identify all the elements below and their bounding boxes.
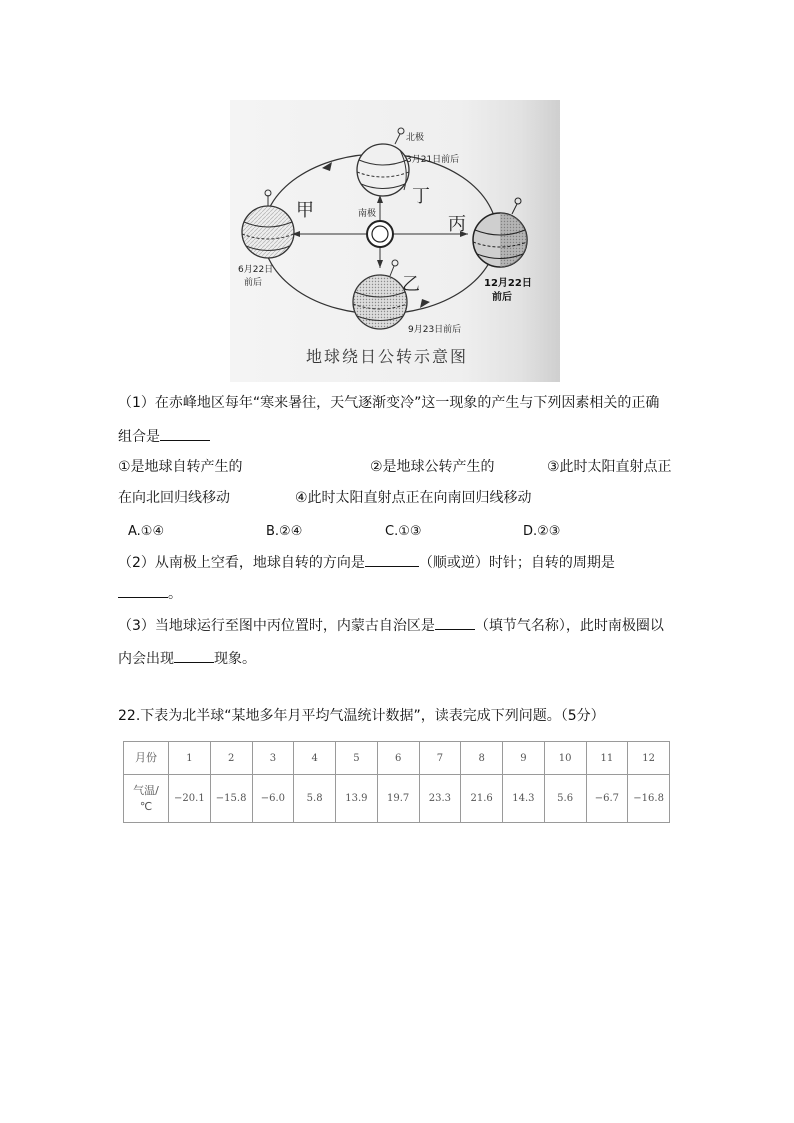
temperature-row-label-2: ℃: [139, 799, 153, 813]
earth-yi-icon: [353, 260, 407, 329]
factor-3: ③此时太阳直射点正: [547, 459, 672, 475]
q21-sub2-line1: [118, 552, 615, 572]
table-data-row: [124, 775, 670, 823]
factor-3-continued: 在向北回归线移动: [118, 490, 230, 506]
label-date-jun-2: 前后: [244, 278, 263, 288]
label-date-dec-1: 12月22日: [484, 278, 532, 289]
temp-cell: −16.8: [628, 775, 670, 823]
temperature-row-label: [124, 775, 169, 823]
earth-bing-icon: [473, 198, 527, 267]
answer-blank-3[interactable]: [118, 583, 168, 598]
month-cell: 1: [169, 742, 211, 775]
figure-caption: 地球绕日公转示意图: [306, 347, 469, 366]
temp-cell: −20.1: [169, 775, 211, 823]
temp-cell: 23.3: [419, 775, 461, 823]
q22-title: 22.下表为北半球“某地多年月平均气温统计数据”，读表完成下列问题。（5分）: [118, 708, 605, 724]
answer-blank-5[interactable]: [174, 648, 214, 663]
temp-cell: 21.6: [461, 775, 503, 823]
label-date-jun-1: 6月22日: [238, 265, 274, 275]
month-cell: 12: [628, 742, 670, 775]
earth-ding-icon: [357, 128, 409, 196]
table-header-row: [124, 742, 670, 775]
temperature-table: [123, 741, 670, 822]
earth-revolution-figure: [230, 100, 560, 382]
temp-cell: −6.0: [252, 775, 294, 823]
option-a[interactable]: A.①④: [128, 524, 165, 539]
temp-cell: −6.7: [586, 775, 628, 823]
temp-cell: 13.9: [336, 775, 378, 823]
q21-sub1-line2-text: 组合是: [118, 429, 160, 445]
table-header-label: 月份: [124, 742, 169, 775]
label-date-sep: 9月23日前后: [408, 325, 462, 335]
month-cell: 8: [461, 742, 503, 775]
month-cell: 3: [252, 742, 294, 775]
answer-blank-2[interactable]: [365, 552, 419, 567]
factor-4: ④此时太阳直射点正在向南回归线移动: [295, 490, 532, 506]
factor-1: ①是地球自转产生的: [118, 459, 243, 475]
q21-sub2-text-a: （2）从南极上空看，地球自转的方向是: [118, 555, 365, 571]
option-d[interactable]: D.②③: [523, 524, 561, 539]
factor-2: ②是地球公转产生的: [370, 459, 495, 475]
label-yi: 乙: [402, 274, 420, 295]
q21-sub2-line2: [118, 583, 182, 603]
label-date-dec-2: 前后: [492, 292, 512, 303]
q21-sub3-line1: [118, 615, 664, 635]
earth-revolution-diagram: [230, 100, 560, 382]
q21-sub1-line2: [118, 426, 210, 446]
earth-jia-icon: [242, 190, 294, 258]
q21-sub2-text-b: （顺或逆）时针；自转的周期是: [418, 555, 615, 571]
month-cell: 10: [544, 742, 586, 775]
option-c[interactable]: C.①③: [385, 524, 422, 539]
label-jia: 甲: [296, 200, 314, 221]
month-cell: 9: [503, 742, 545, 775]
q21-sub3-text-d: 现象。: [214, 651, 256, 667]
label-date-mar: 3月21日前后: [406, 155, 460, 165]
temp-cell: 5.8: [294, 775, 336, 823]
axis-arrow-down: [377, 260, 383, 268]
month-cell: 11: [586, 742, 628, 775]
q21-sub2-end: 。: [168, 586, 182, 602]
temperature-table-grid: [123, 741, 670, 823]
q21-sub3-text-b: （填节气名称），此时南极圈以: [474, 618, 664, 634]
label-ding: 丁: [412, 186, 430, 207]
q21-sub1-line1: （1）在赤峰地区每年“寒来暑往，天气逐渐变冷”这一现象的产生与下列因素相关的正确: [118, 395, 660, 411]
month-cell: 6: [377, 742, 419, 775]
label-south-pole: 南极: [358, 209, 377, 219]
answer-blank-1[interactable]: [160, 426, 210, 441]
label-bing: 丙: [448, 214, 466, 235]
q21-sub3-text-a: （3）当地球运行至图中丙位置时，内蒙古自治区是: [118, 618, 435, 634]
temp-cell: 14.3: [503, 775, 545, 823]
answer-blank-4[interactable]: [435, 615, 475, 630]
q21-sub3-line2: [118, 648, 256, 668]
q21-sub3-text-c: 内会出现: [118, 651, 174, 667]
temp-cell: 19.7: [377, 775, 419, 823]
option-b[interactable]: B.②④: [266, 524, 303, 539]
temp-cell: −15.8: [210, 775, 252, 823]
temp-cell: 5.6: [544, 775, 586, 823]
temperature-row-label-1: 气温/: [133, 783, 159, 797]
sun-icon: [367, 221, 393, 247]
month-cell: 2: [210, 742, 252, 775]
label-north-pole: 北极: [406, 133, 425, 143]
month-cell: 4: [294, 742, 336, 775]
month-cell: 7: [419, 742, 461, 775]
month-cell: 5: [336, 742, 378, 775]
